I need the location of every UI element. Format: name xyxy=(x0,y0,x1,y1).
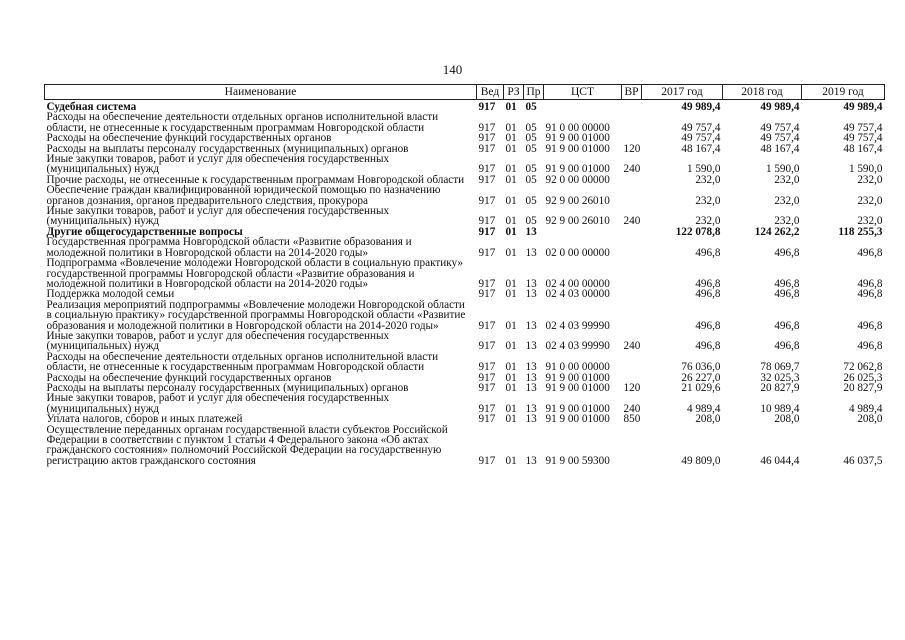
table-body xyxy=(45,100,885,467)
row-value-2018: 496,8 xyxy=(774,340,800,353)
row-pr: 05 xyxy=(525,121,537,134)
row-pr: 05 xyxy=(525,194,537,207)
row-ved: 917 xyxy=(478,163,496,176)
row-value-2018: 232,0 xyxy=(774,194,800,207)
row-rz: 01 xyxy=(505,132,517,145)
row-rz: 01 xyxy=(505,288,517,301)
row-vr xyxy=(622,112,642,133)
row-cst: 02 4 03 99990 xyxy=(545,319,610,332)
row-name: Осуществление переданных органам государственной власти субъектов Российской Федерации в соответствии с пунктом 1 статьи 4 Федерального закона «Об актах гражданского состояния» полномочий Российской Федерации на государственную регистрацию актов гражданского состояния xyxy=(46,423,448,467)
row-pr: 13 xyxy=(525,371,537,384)
row-value-2018: 496,8 xyxy=(774,319,800,332)
row-name: Расходы на обеспечение функций государственных органов xyxy=(46,371,332,384)
row-value-2019: 232,0 xyxy=(857,173,883,186)
row-rz: 01 xyxy=(505,173,517,186)
row-vr xyxy=(622,237,642,258)
row-value-2018: 49 989,4 xyxy=(760,101,800,113)
row-rz: 01 xyxy=(505,277,517,290)
row-value-2018: 78 069,7 xyxy=(760,361,800,374)
row-vr xyxy=(622,100,642,113)
row-cst: 91 9 00 01000 xyxy=(545,402,610,415)
row-value-2017: 122 078,8 xyxy=(675,225,721,238)
row-cst: 02 0 00 00000 xyxy=(545,246,610,259)
row-value-2017: 26 227,0 xyxy=(681,371,721,384)
table-row xyxy=(45,425,885,467)
row-rz: 01 xyxy=(505,215,517,228)
row-ved: 917 xyxy=(478,340,496,353)
row-pr: 13 xyxy=(525,361,537,374)
row-value-2017: 4 989,4 xyxy=(686,402,721,415)
row-name: Иные закупки товаров, работ и услуг для обеспечения государственных (муниципальных) нужд xyxy=(46,329,390,353)
row-ved: 917 xyxy=(478,215,496,228)
row-vr xyxy=(622,300,642,331)
row-ved: 917 xyxy=(478,142,496,155)
table-row xyxy=(45,352,885,373)
header-name: Наименование xyxy=(45,85,477,100)
header-2017: 2017 год xyxy=(642,85,723,100)
row-pr: 13 xyxy=(525,246,537,259)
header-cst: ЦСТ xyxy=(544,85,622,100)
row-value-2019: 496,8 xyxy=(857,319,883,332)
row-rz: 01 xyxy=(505,381,517,394)
row-pr: 05 xyxy=(525,173,537,186)
row-name: Обеспечение граждан квалифицированной юридической помощью по назначению органов дознания, органов предварительного следствия, прокурора xyxy=(46,184,441,207)
row-ved: 917 xyxy=(478,121,496,134)
table-row xyxy=(45,258,885,289)
row-pr: 13 xyxy=(525,288,537,301)
header-pr: Пр xyxy=(524,85,544,100)
row-value-2018: 49 757,4 xyxy=(760,132,800,145)
row-value-2019: 496,8 xyxy=(857,288,883,301)
row-cst: 02 4 03 00000 xyxy=(545,288,610,301)
row-pr: 13 xyxy=(525,340,537,353)
row-cst: 91 9 00 01000 xyxy=(545,381,610,394)
row-ved: 917 xyxy=(478,361,496,374)
row-value-2017: 496,8 xyxy=(695,319,721,332)
row-cst: 91 9 00 01000 xyxy=(545,413,610,426)
row-value-2018: 10 989,4 xyxy=(760,402,800,415)
row-pr: 13 xyxy=(525,381,537,394)
row-value-2019: 49 757,4 xyxy=(843,121,883,134)
row-value-2019: 496,8 xyxy=(857,277,883,290)
table-row xyxy=(45,300,885,331)
row-name: Другие общегосударственные вопросы xyxy=(46,225,243,238)
row-value-2019: 496,8 xyxy=(857,340,883,353)
row-cst: 92 9 00 26010 xyxy=(545,215,610,228)
row-value-2019: 1 590,0 xyxy=(848,163,883,176)
row-rz: 01 xyxy=(505,101,517,113)
table-row xyxy=(45,154,885,175)
row-name: Иные закупки товаров, работ и услуг для обеспечения государственных (муниципальных) нужд xyxy=(46,153,390,176)
row-ved: 917 xyxy=(478,454,496,467)
row-value-2018: 49 757,4 xyxy=(760,121,800,134)
table-header-row xyxy=(45,85,885,100)
row-value-2017: 232,0 xyxy=(695,215,721,228)
row-cst: 91 0 00 00000 xyxy=(545,361,610,374)
row-vr xyxy=(622,175,642,185)
row-name: Подпрограмма «Вовлечение молодежи Новгородской области в социальную практику» государственной программы Новгородской области «Развитие образования и молодежной политики в Новгородской области на 2014-2020 годы» xyxy=(46,257,464,290)
row-cst: 92 9 00 26010 xyxy=(545,194,610,207)
table-row xyxy=(45,112,885,133)
row-pr: 05 xyxy=(525,215,537,228)
row-value-2019: 118 255,3 xyxy=(838,225,883,238)
row-value-2019: 496,8 xyxy=(857,246,883,259)
header-2019: 2019 год xyxy=(802,85,885,100)
row-pr: 05 xyxy=(525,132,537,145)
row-pr: 13 xyxy=(525,225,537,238)
row-value-2017: 232,0 xyxy=(695,173,721,186)
row-pr: 13 xyxy=(525,454,537,467)
row-pr: 13 xyxy=(525,319,537,332)
row-name: Расходы на обеспечение функций государственных органов xyxy=(46,132,332,145)
row-value-2017: 49 757,4 xyxy=(681,132,721,145)
row-rz: 01 xyxy=(505,371,517,384)
row-vr: 240 xyxy=(623,163,641,176)
row-name: Иные закупки товаров, работ и услуг для обеспечения государственных (муниципальных) нужд xyxy=(46,392,390,415)
row-name: Уплата налогов, сборов и иных платежей xyxy=(46,413,243,426)
row-value-2017: 496,8 xyxy=(695,340,721,353)
row-ved: 917 xyxy=(478,381,496,394)
row-value-2017: 21 029,6 xyxy=(681,381,721,394)
row-vr xyxy=(622,227,642,237)
row-rz: 01 xyxy=(505,121,517,134)
row-rz: 01 xyxy=(505,361,517,374)
row-ved: 917 xyxy=(478,132,496,145)
row-value-2017: 496,8 xyxy=(695,246,721,259)
row-value-2017: 1 590,0 xyxy=(686,163,721,176)
row-value-2019: 232,0 xyxy=(857,194,883,207)
table-row xyxy=(45,393,885,414)
row-value-2018: 496,8 xyxy=(774,288,800,301)
row-name: Судебная система xyxy=(46,101,137,113)
row-value-2019: 4 989,4 xyxy=(848,402,883,415)
row-value-2018: 496,8 xyxy=(774,246,800,259)
row-value-2017: 76 036,0 xyxy=(681,361,721,374)
row-rz: 01 xyxy=(505,413,517,426)
row-value-2019: 26 025,3 xyxy=(843,371,883,384)
row-vr xyxy=(622,258,642,289)
row-value-2018: 48 167,4 xyxy=(760,142,800,155)
row-rz: 01 xyxy=(505,225,517,238)
page-number: 140 xyxy=(442,62,463,77)
row-value-2019: 46 037,5 xyxy=(843,454,883,467)
row-ved: 917 xyxy=(478,225,496,238)
row-value-2019: 49 989,4 xyxy=(843,101,883,113)
row-vr xyxy=(622,185,642,206)
row-cst: 91 9 00 01000 xyxy=(545,163,610,176)
row-vr: 240 xyxy=(623,402,641,415)
row-rz: 01 xyxy=(505,454,517,467)
table-row xyxy=(45,331,885,352)
row-value-2017: 49 809,0 xyxy=(681,454,721,467)
row-rz: 01 xyxy=(505,163,517,176)
row-value-2017: 496,8 xyxy=(695,288,721,301)
row-ved: 917 xyxy=(478,101,496,113)
row-value-2018: 232,0 xyxy=(774,173,800,186)
row-value-2018: 1 590,0 xyxy=(765,163,800,176)
row-ved: 917 xyxy=(478,194,496,207)
row-value-2018: 32 025,3 xyxy=(760,371,800,384)
row-pr: 05 xyxy=(525,163,537,176)
row-cst xyxy=(544,227,622,237)
row-value-2019: 208,0 xyxy=(857,413,883,426)
row-cst: 91 9 00 01000 xyxy=(545,371,610,384)
row-value-2018: 20 827,9 xyxy=(760,381,800,394)
row-name: Расходы на выплаты персоналу государственных (муниципальных) органов xyxy=(46,381,409,394)
row-rz: 01 xyxy=(505,246,517,259)
row-pr: 13 xyxy=(525,402,537,415)
row-value-2019: 20 827,9 xyxy=(843,381,883,394)
row-vr: 240 xyxy=(623,340,641,353)
row-vr: 120 xyxy=(623,142,641,155)
header-vr: ВР xyxy=(622,85,642,100)
row-cst: 91 0 00 00000 xyxy=(545,121,610,134)
table-row xyxy=(45,185,885,206)
row-rz: 01 xyxy=(505,142,517,155)
row-ved: 917 xyxy=(478,413,496,426)
row-pr: 13 xyxy=(525,413,537,426)
header-ved: Вед xyxy=(477,85,504,100)
row-rz: 01 xyxy=(505,319,517,332)
row-ved: 917 xyxy=(478,288,496,301)
row-name: Реализация мероприятий подпрограммы «Вовлечение молодежи Новгородской области в социальную практику» государственной программы Новгородской области «Развитие образования и молодежной политики в Новгородской области на 2014-2020 годы» xyxy=(46,298,466,332)
row-value-2019: 232,0 xyxy=(857,215,883,228)
row-vr xyxy=(622,425,642,467)
row-name: Расходы на выплаты персоналу государственных (муниципальных) органов xyxy=(46,142,409,155)
row-value-2017: 49 757,4 xyxy=(681,121,721,134)
row-cst: 92 0 00 00000 xyxy=(545,173,610,186)
row-rz: 01 xyxy=(505,340,517,353)
row-cst: 91 9 00 59300 xyxy=(545,454,610,467)
row-ved: 917 xyxy=(478,277,496,290)
header-rz: РЗ xyxy=(504,85,524,100)
row-value-2017: 496,8 xyxy=(695,277,721,290)
row-vr: 240 xyxy=(623,215,641,228)
row-cst: 02 4 00 00000 xyxy=(545,277,610,290)
row-value-2018: 46 044,4 xyxy=(760,454,800,467)
row-cst: 91 9 00 01000 xyxy=(545,132,610,145)
row-vr: 850 xyxy=(623,413,641,426)
row-name: Поддержка молодой семьи xyxy=(46,288,175,301)
row-name: Расходы на обеспечение деятельности отдельных органов исполнительной власти области, не отнесенные к государственным программам Новгородской области xyxy=(46,350,439,374)
header-2018: 2018 год xyxy=(723,85,802,100)
row-name: Иные закупки товаров, работ и услуг для обеспечения государственных (муниципальных) нужд xyxy=(46,205,390,228)
row-value-2019: 49 757,4 xyxy=(843,132,883,145)
row-ved: 917 xyxy=(478,402,496,415)
row-value-2018: 496,8 xyxy=(774,277,800,290)
row-ved: 917 xyxy=(478,371,496,384)
row-value-2017: 208,0 xyxy=(695,413,721,426)
table-row xyxy=(45,237,885,258)
row-pr: 13 xyxy=(525,277,537,290)
row-value-2019: 72 062,8 xyxy=(843,361,883,374)
row-ved: 917 xyxy=(478,319,496,332)
row-rz: 01 xyxy=(505,402,517,415)
row-name: Государственная программа Новгородской области «Развитие образования и молодежной политики в Новгородской области на 2014-2020 годы» xyxy=(46,236,412,259)
row-rz: 01 xyxy=(505,194,517,207)
row-value-2018: 124 262,2 xyxy=(754,225,800,238)
row-name: Расходы на обеспечение деятельности отдельных органов исполнительной власти области, не отнесенные к государственным программам Новгородской области xyxy=(46,111,439,134)
row-value-2017: 49 989,4 xyxy=(681,101,721,113)
row-ved: 917 xyxy=(478,173,496,186)
table-row xyxy=(45,206,885,227)
row-name: Прочие расходы, не отнесенные к государственным программам Новгородской области xyxy=(46,173,465,186)
row-pr: 05 xyxy=(525,101,537,113)
row-pr: 05 xyxy=(525,142,537,155)
row-value-2019: 48 167,4 xyxy=(843,142,883,155)
row-cst: 91 9 00 01000 xyxy=(545,142,610,155)
row-ved: 917 xyxy=(478,246,496,259)
row-vr xyxy=(622,289,642,299)
row-cst: 02 4 03 99990 xyxy=(545,340,610,353)
row-vr xyxy=(622,352,642,373)
row-value-2018: 208,0 xyxy=(774,413,800,426)
row-value-2017: 232,0 xyxy=(695,194,721,207)
row-vr: 120 xyxy=(623,381,641,394)
row-value-2017: 48 167,4 xyxy=(681,142,721,155)
row-value-2018: 232,0 xyxy=(774,215,800,228)
budget-table xyxy=(44,84,885,466)
row-cst xyxy=(544,100,622,113)
